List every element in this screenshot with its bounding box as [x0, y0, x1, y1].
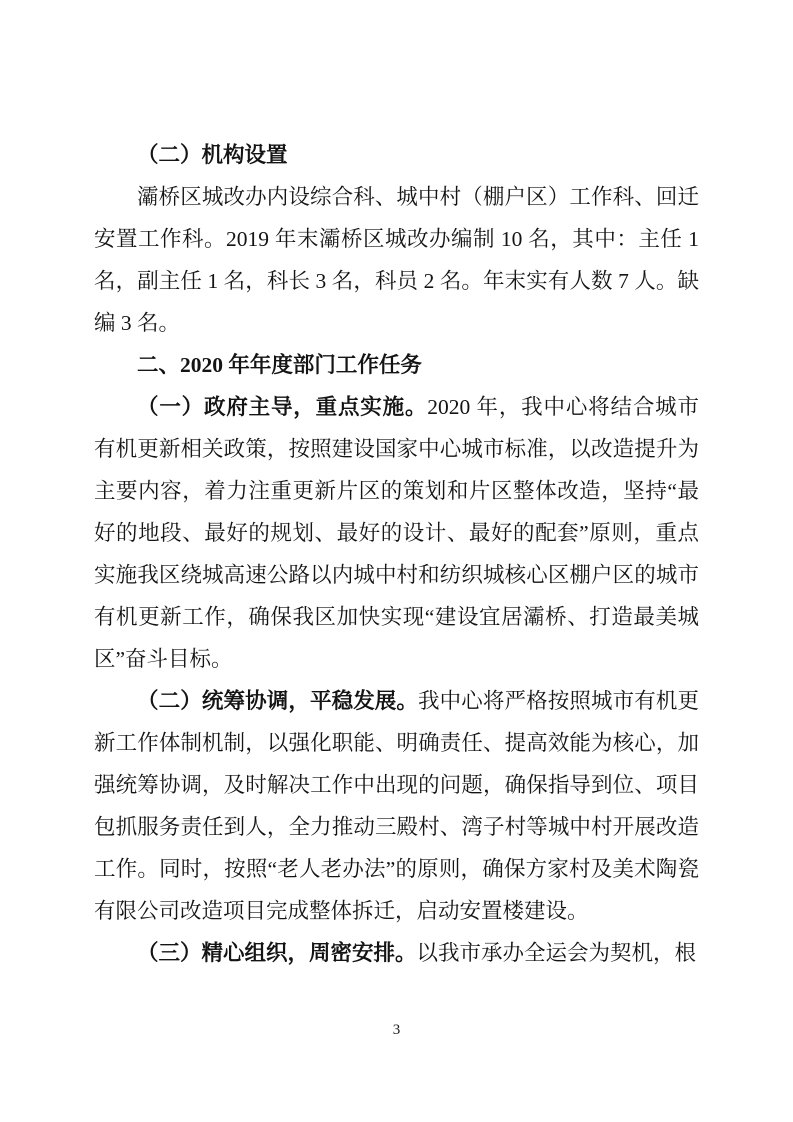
paragraph-task-1	[94, 386, 699, 680]
section-heading-org-setup	[94, 134, 699, 176]
paragraph-text: 以我市承办全运会为契机，根	[416, 941, 697, 965]
paragraph-lead: （二）统筹协调，平稳发展。	[137, 689, 419, 713]
heading-text: （二）机构设置	[137, 143, 288, 167]
page-number: 3	[392, 1022, 401, 1038]
paragraph-text: 我中心将严格按照城市有机更新工作体制机制，以强化职能、明确责任、提高效能为核心，加强统筹协调，及时解决工作中出现的问题，确保指导到位、项目包抓服务责任到人，全力推动三殿村、湾子村等城中村开展改造工作。同时，按照“老人老办法”的原则，确保方家村及美术陶瓷有限公司改造项目完成整体拆迁，启动安置楼建设。	[94, 689, 699, 923]
paragraph-text: 2020 年，我中心将结合城市有机更新相关政策，按照建设国家中心城市标准，以改造提升为主要内容，着力注重更新片区的策划和片区整体改造，坚持“最好的地段、最好的规划、最好的设计、最好的配套”原则，重点实施我区绕城高速公路以内城中村和纺织城核心区棚户区的城市有机更新工作，确保我区加快实现“建设宜居灞桥、打造最美城区”奋斗目标。	[94, 395, 699, 671]
paragraph-task-3	[94, 932, 699, 974]
paragraph-lead: （三）精心组织，周密安排。	[137, 941, 417, 965]
paragraph-task-2	[94, 680, 699, 932]
document-body	[94, 134, 699, 974]
section-heading-2020-tasks	[94, 344, 699, 386]
paragraph-text: 灞桥区城改办内设综合科、城中村（棚户区）工作科、回迁安置工作科。2019 年末灞桥区城改办编制 10 名，其中：主任 1 名，副主任 1 名，科长 3 名，科员 2 名。年末实有人数 7 人。缺编 3 名。	[94, 185, 699, 335]
heading-text: 二、2020 年年度部门工作任务	[137, 353, 422, 377]
paragraph-org-setup-body	[94, 176, 699, 344]
paragraph-lead: （一）政府主导，重点实施。	[137, 395, 428, 419]
